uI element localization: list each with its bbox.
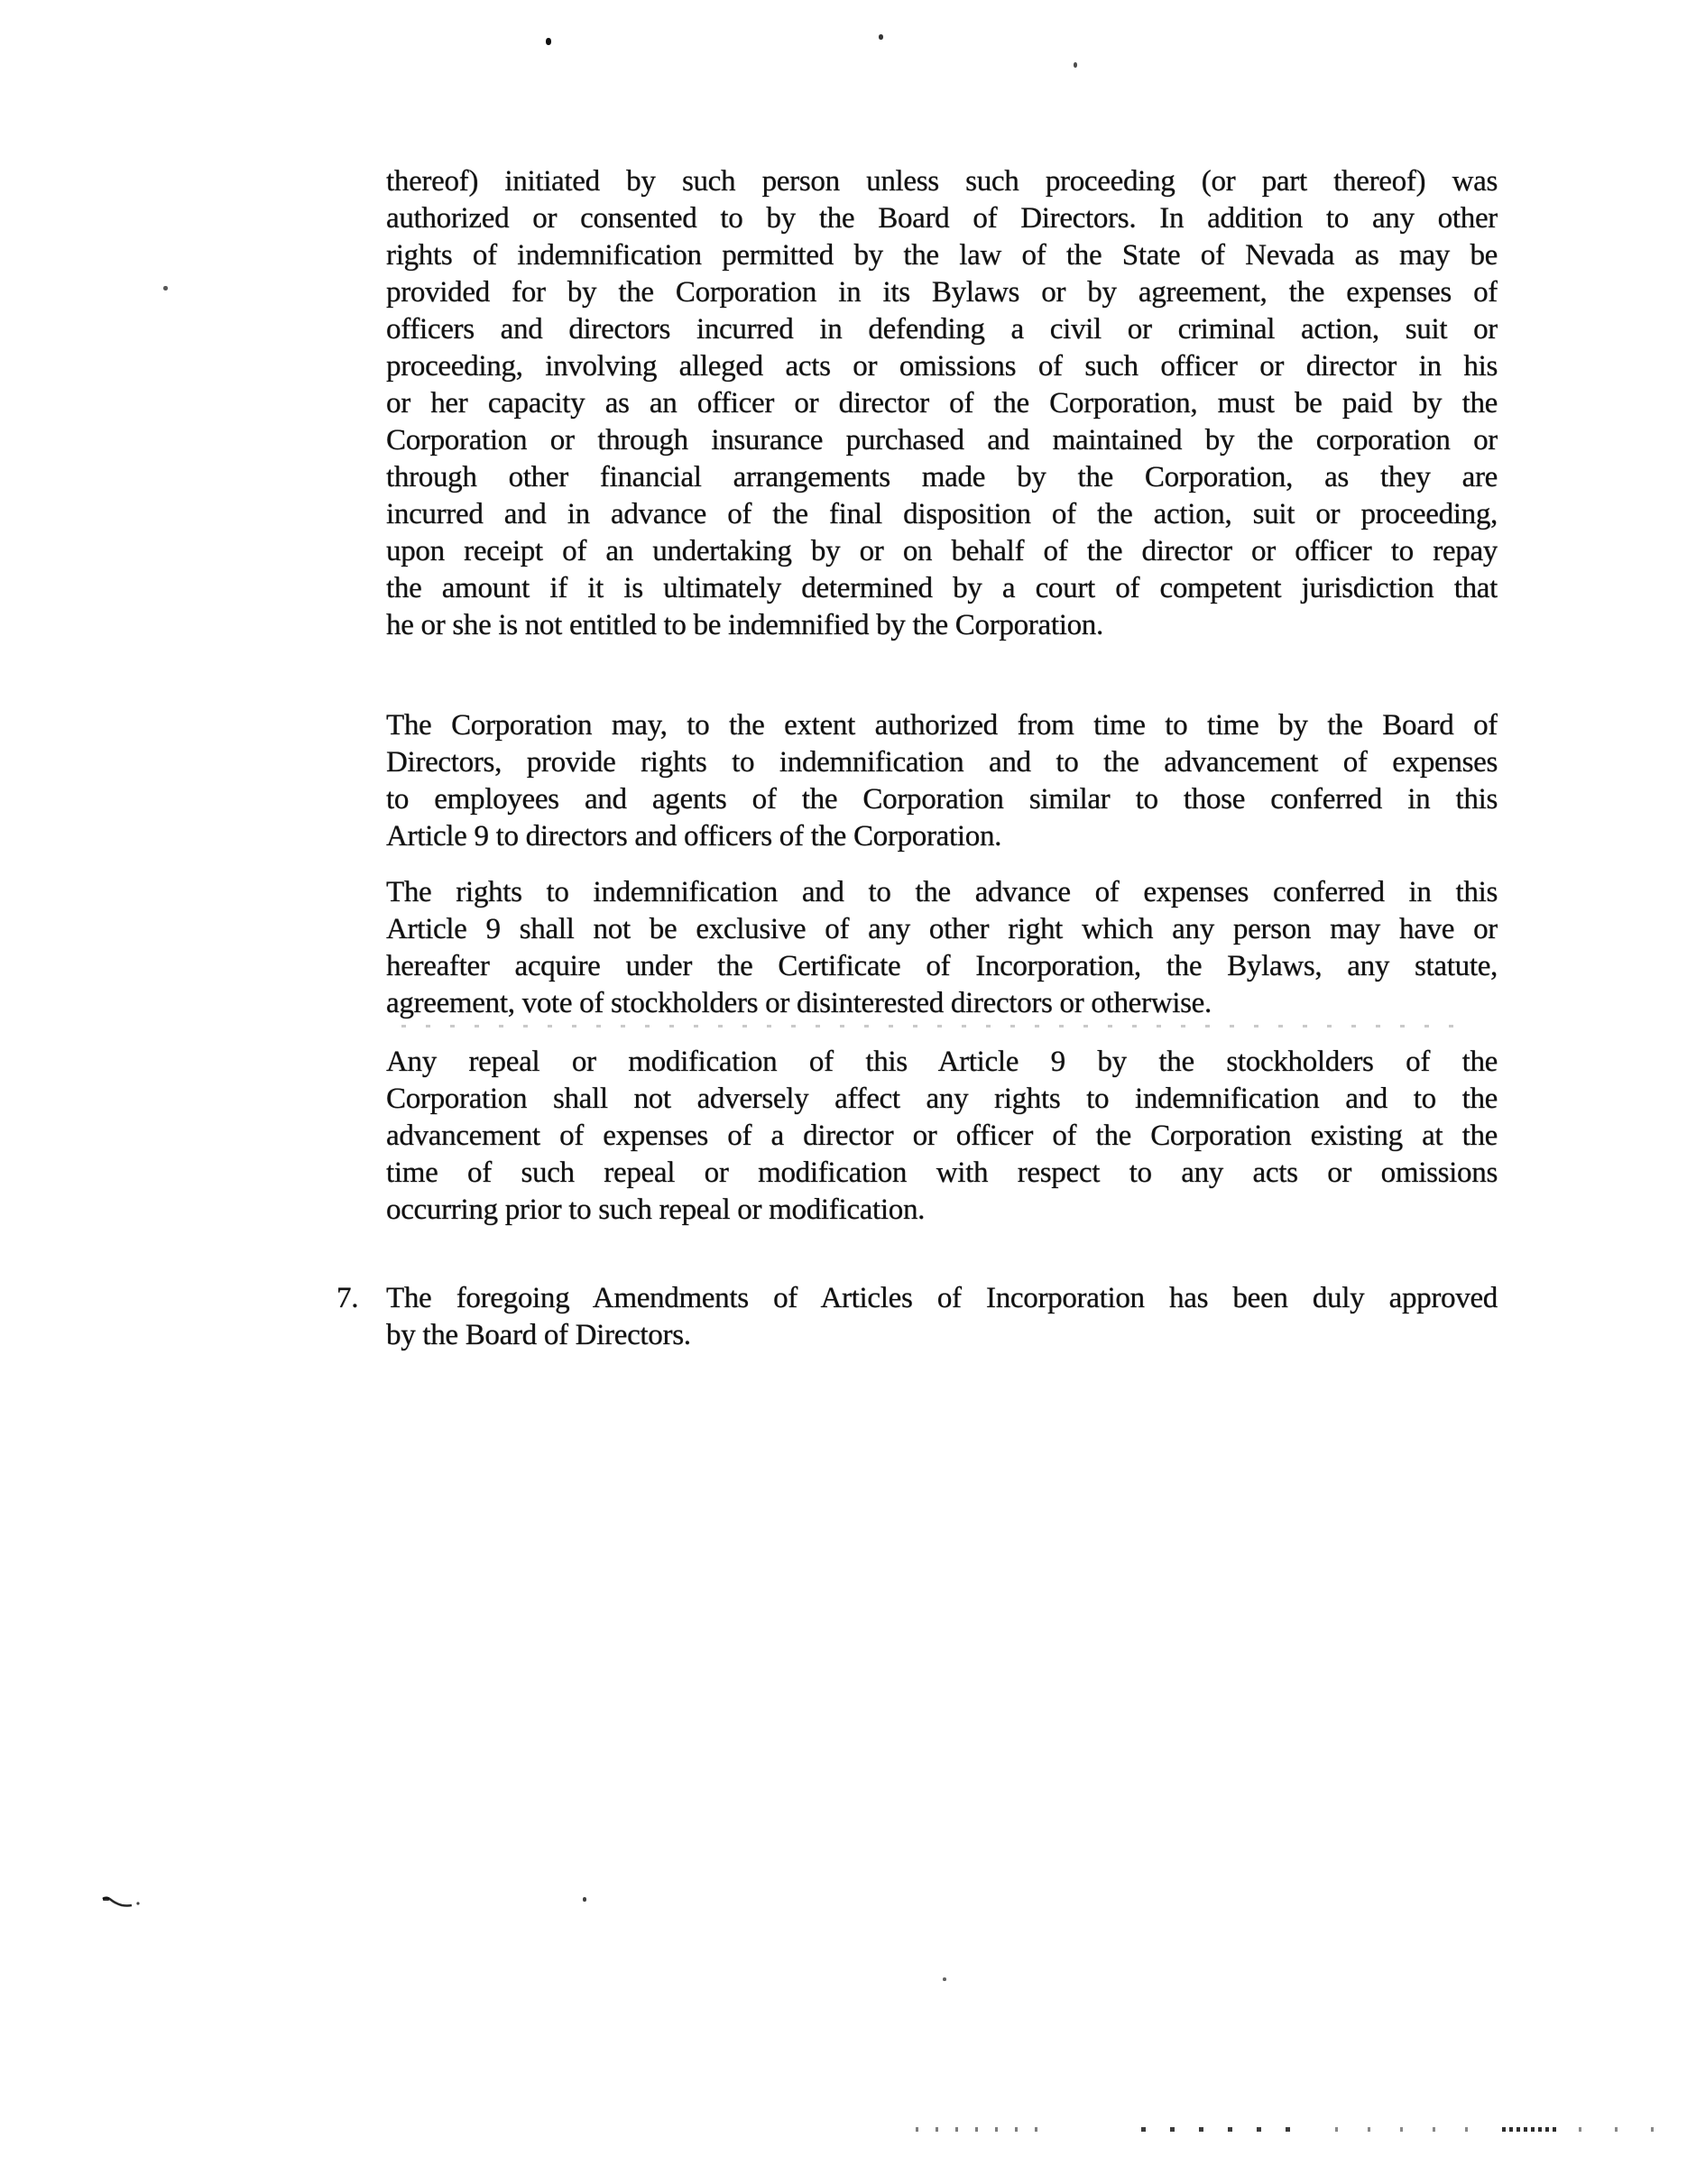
scan-speck bbox=[1074, 62, 1077, 68]
text-line: to employees and agents of the Corporation similar to those conferred in this bbox=[386, 783, 1498, 816]
text-line: the amount if it is ultimately determined by a court of competent jurisdiction that bbox=[386, 572, 1498, 604]
noise-segment bbox=[916, 2127, 1042, 2132]
text-line: The Corporation may, to the extent authorized from time to time by the Board of bbox=[386, 709, 1498, 742]
paragraph-text bbox=[386, 163, 1498, 644]
paragraph bbox=[336, 874, 1498, 1022]
paragraph bbox=[336, 707, 1498, 855]
noise-segment bbox=[1335, 2127, 1480, 2132]
scan-speck bbox=[546, 38, 551, 45]
text-line: incurred and in advance of the final disposition of the action, suit or proceeding, bbox=[386, 498, 1498, 530]
paragraph bbox=[336, 163, 1498, 644]
text-line: occurring prior to such repeal or modification. bbox=[386, 1193, 926, 1226]
document-body bbox=[336, 163, 1498, 1354]
text-line: agreement, vote of stockholders or disinterested directors or otherwise. bbox=[386, 987, 1212, 1019]
text-line: advancement of expenses of a director or officer of the Corporation existing at the bbox=[386, 1120, 1498, 1152]
paragraph-text bbox=[386, 707, 1498, 855]
scan-speck bbox=[583, 1897, 586, 1902]
text-line: he or she is not entitled to be indemnified by the Corporation. bbox=[386, 609, 1103, 641]
text-line: by the Board of Directors. bbox=[386, 1319, 691, 1351]
text-line: rights of indemnification permitted by the law of the State of Nevada as may be bbox=[386, 239, 1498, 272]
text-line: Article 9 shall not be exclusive of any other right which any person may have or bbox=[386, 913, 1498, 945]
scan-squiggle-mark bbox=[101, 1895, 144, 1914]
paragraph-text bbox=[386, 1280, 1498, 1354]
scan-speck bbox=[879, 34, 883, 40]
text-line: Directors, provide rights to indemnification and to the advancement of expenses bbox=[386, 746, 1498, 779]
text-line: The rights to indemnification and to the advance of expenses conferred in this bbox=[386, 876, 1498, 908]
text-line: Corporation shall not adversely affect any rights to indemnification and to the bbox=[386, 1083, 1498, 1115]
noise-segment bbox=[1141, 2127, 1304, 2132]
text-line: provided for by the Corporation in its Bylaws or by agreement, the expenses of bbox=[386, 276, 1498, 309]
text-line: hereafter acquire under the Certificate of Incorporation, the Bylaws, any statute, bbox=[386, 950, 1498, 982]
item-number: 7. bbox=[336, 1282, 359, 1314]
paragraph bbox=[336, 1044, 1498, 1229]
scan-speck bbox=[943, 1977, 946, 1981]
text-line: Corporation or through insurance purchased and maintained by the corporation or bbox=[386, 424, 1498, 456]
text-line: time of such repeal or modification with respect to any acts or omissions bbox=[386, 1157, 1498, 1189]
noise-segment bbox=[1579, 2127, 1682, 2132]
text-line: proceeding, involving alleged acts or omissions of such officer or director in his bbox=[386, 350, 1498, 382]
scan-noise-dotted-line bbox=[916, 2127, 1682, 2133]
noise-segment bbox=[1502, 2127, 1556, 2132]
text-line: authorized or consented to by the Board of Directors. In addition to any other bbox=[386, 202, 1498, 235]
text-line: Article 9 to directors and officers of the Corporation. bbox=[386, 820, 1002, 852]
text-line: The foregoing Amendments of Articles of Incorporation has been duly approved bbox=[386, 1282, 1498, 1314]
scan-dotted-underline bbox=[401, 1025, 1457, 1027]
text-line: officers and directors incurred in defending a civil or criminal action, suit or bbox=[386, 313, 1498, 346]
text-line: through other financial arrangements made by the Corporation, as they are bbox=[386, 461, 1498, 493]
numbered-item-7 bbox=[336, 1280, 1498, 1354]
text-line: thereof) initiated by such person unless such proceeding (or part thereof) was bbox=[386, 165, 1498, 198]
paragraph-text bbox=[386, 874, 1498, 1022]
text-line: upon receipt of an undertaking by or on behalf of the director or officer to repay bbox=[386, 535, 1498, 567]
text-line: Any repeal or modification of this Article 9 by the stockholders of the bbox=[386, 1046, 1498, 1078]
text-line: or her capacity as an officer or director of the Corporation, must be paid by the bbox=[386, 387, 1498, 419]
paragraph-text bbox=[386, 1044, 1498, 1229]
scan-speck bbox=[163, 286, 168, 290]
